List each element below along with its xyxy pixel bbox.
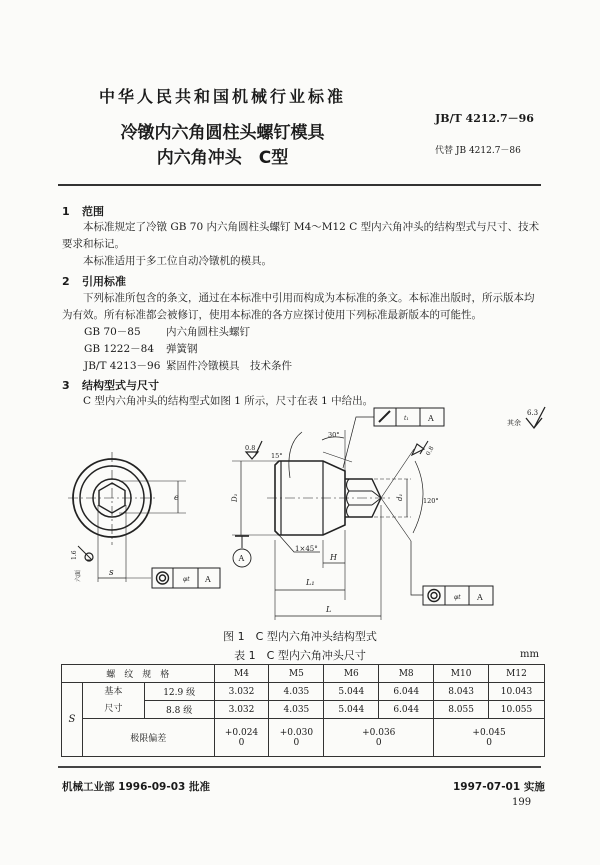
table-cell: 6.044 — [379, 683, 434, 701]
section-title: 结构型式与尺寸 — [82, 379, 159, 392]
chamfer-label: 1×45° — [295, 545, 318, 553]
reference-code: GB 1222－84 — [84, 343, 155, 355]
dim-L-label: L — [326, 605, 332, 614]
table-cell: 8.055 — [434, 701, 489, 719]
table-unit: mm — [520, 649, 539, 660]
tolerance-cell — [324, 719, 434, 757]
reference-item — [84, 341, 198, 356]
dimension-table — [61, 664, 545, 757]
dim-s-label: s — [109, 568, 114, 578]
section-1-para-1: 本标准规定了冷镦 GB 70 内六角圆柱头螺钉 M4～M12 C 型内六角冲头的结构型式与尺寸、技术要求和标记。 — [62, 221, 540, 250]
section-number: 3 — [62, 379, 70, 392]
reference-name: 弹簧钢 — [166, 343, 198, 355]
size-header: M8 — [379, 665, 434, 683]
inner-face-label: 六面 — [75, 569, 82, 582]
table-header-row — [62, 665, 545, 683]
dim-D1-label: D₁ — [231, 493, 239, 502]
group-s-label: S — [62, 683, 83, 757]
standard-number: JB/T 4212.7－96 — [435, 112, 534, 125]
size-header: M10 — [434, 665, 489, 683]
basic-size-label — [82, 683, 144, 719]
table-cell: 3.032 — [214, 701, 269, 719]
document-title-line1: 冷镦内六角圆柱头螺钉模具 — [120, 123, 325, 143]
implementation-date: 1997-07-01 实施 — [453, 781, 545, 793]
tol-lower: 0 — [238, 737, 245, 748]
side-view — [231, 417, 439, 620]
thread-spec-header: 螺 纹 规 格 — [62, 665, 215, 683]
coaxiality-frame-left — [152, 568, 220, 588]
tol-upper: +0.045 — [472, 727, 506, 738]
tol-upper: +0.024 — [224, 727, 259, 738]
reference-name: 紧固件冷镦模具 技术条件 — [166, 360, 292, 372]
size-header: M5 — [269, 665, 324, 683]
table-row-tolerance — [62, 719, 545, 757]
roughness-face-value: 0.8 — [245, 444, 256, 452]
angle-15-label: 15° — [271, 452, 283, 460]
reference-name: 内六角圆柱头螺钉 — [166, 326, 250, 338]
replaces-standard: 代替 JB 4212.7－86 — [435, 146, 521, 156]
section-3-para-1: C 型内六角冲头的结构型式如图 1 所示，尺寸在表 1 中给出。 — [83, 395, 374, 407]
dim-H-label: H — [330, 553, 337, 562]
coax-datum-label-right: A — [477, 593, 483, 602]
document-title-line2: 内六角冲头 C型 — [156, 148, 289, 168]
basic-label-2: 尺寸 — [104, 703, 123, 714]
grade-label: 8.8 级 — [144, 701, 214, 719]
tolerance-label: 极限偏差 — [82, 719, 214, 757]
table-caption: 表 1 C 型内六角冲头尺寸 — [234, 649, 366, 662]
reference-code: GB 70－85 — [84, 326, 141, 338]
table-cell: 6.044 — [379, 701, 434, 719]
approval-statement: 机械工业部 1996-09-03 批准 — [62, 781, 210, 793]
datum-label: A — [238, 554, 245, 563]
size-header: M12 — [489, 665, 545, 683]
roughness-rest-value: 6.3 — [527, 409, 539, 417]
page-number: 199 — [512, 797, 532, 808]
dim-d1-label: d₁ — [396, 493, 404, 501]
section-3-heading — [62, 377, 159, 393]
coaxiality-frame-right — [411, 541, 493, 605]
reference-code: JB/T 4213－96 — [84, 360, 161, 372]
table-cell: 10.043 — [489, 683, 545, 701]
datum-ref-label: A — [205, 575, 211, 584]
tol-lower: 0 — [375, 737, 382, 748]
section-1-heading — [62, 203, 104, 219]
end-view — [68, 452, 186, 582]
issuing-organization: 中华人民共和国机械行业标准 — [98, 87, 346, 106]
runout-tol-label: t₁ — [404, 415, 409, 422]
tol-lower: 0 — [486, 737, 492, 748]
tolerance-cell — [214, 719, 269, 757]
section-title: 引用标准 — [82, 275, 126, 288]
roughness-tip-value: 0.8 — [424, 445, 436, 457]
table-cell: 5.044 — [324, 701, 379, 719]
size-header: M4 — [214, 665, 269, 683]
roughness-inner-value: 1.6 — [71, 550, 78, 560]
runout-datum-label: A — [428, 414, 434, 423]
tol-upper: +0.030 — [279, 727, 314, 738]
section-1-para-2: 本标准适用于多工位自动冷镦机的模具。 — [83, 255, 272, 267]
table-cell: 4.035 — [269, 683, 324, 701]
tolerance-cell — [434, 719, 545, 757]
dim-e-label: e — [174, 493, 179, 502]
coax-tol-label: φt — [183, 576, 190, 583]
table-cell: 4.035 — [269, 701, 324, 719]
footer-divider — [58, 766, 541, 768]
angle-120-label: 120° — [423, 497, 439, 505]
section-title: 范围 — [82, 205, 104, 218]
dim-L1-label: L₁ — [306, 578, 315, 587]
section-2-heading — [62, 273, 126, 289]
section-2-para-1: 下列标准所包含的条文，通过在本标准中引用而构成为本标准的条文。本标准出版时，所示版本均为有效。所有标准都会被修订，使用本标准的各方应探讨使用下列标准最新版本的可能性。 — [62, 292, 535, 321]
roughness-rest-prefix: 其余 — [507, 419, 521, 427]
size-header: M6 — [324, 665, 379, 683]
section-number: 2 — [62, 275, 70, 288]
reference-item — [84, 324, 250, 339]
grade-label: 12.9 级 — [144, 683, 214, 701]
runout-arrow-icon — [379, 411, 390, 422]
table-row-grade-12-9 — [62, 683, 545, 701]
table-cell: 5.044 — [324, 683, 379, 701]
runout-frame — [374, 408, 444, 426]
tol-lower: 0 — [293, 737, 300, 748]
coax-tol-label-right: φt — [454, 594, 461, 601]
figure-1-drawing — [0, 400, 600, 640]
tolerance-cell — [269, 719, 324, 757]
reference-item — [84, 358, 292, 373]
table-cell: 10.055 — [489, 701, 545, 719]
basic-label-1: 基本 — [104, 686, 123, 697]
figure-caption: 图 1 C 型内六角冲头结构型式 — [223, 630, 377, 643]
section-number: 1 — [62, 205, 70, 218]
tol-upper: +0.036 — [362, 727, 396, 738]
angle-30-label: 30° — [328, 431, 340, 439]
table-cell: 3.032 — [214, 683, 269, 701]
header-divider — [58, 184, 541, 186]
table-cell: 8.043 — [434, 683, 489, 701]
